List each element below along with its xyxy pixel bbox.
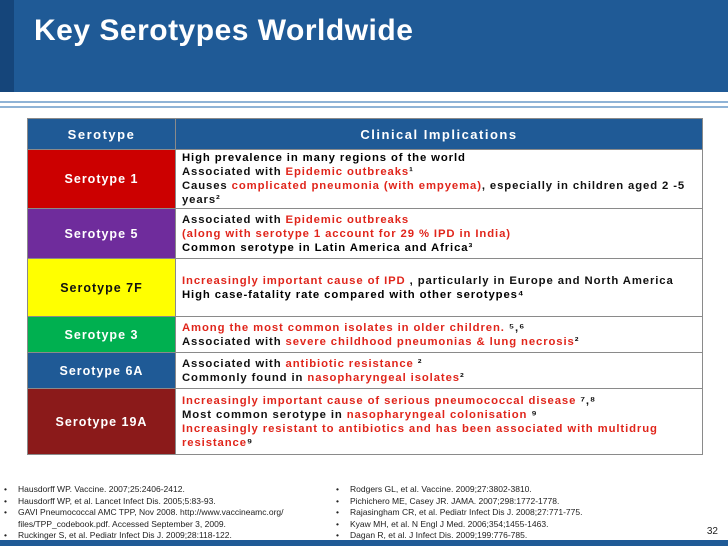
header-implications: Clinical Implications	[176, 119, 703, 150]
implications-cell	[176, 353, 703, 389]
table-row	[28, 209, 703, 259]
reference-item: • Hausdorff WP. Vaccine. 2007;25:2406-2412.	[4, 484, 334, 496]
implication-line: Common serotype in Latin America and Africa³	[182, 241, 474, 254]
serotype-cell: Serotype 19A	[28, 389, 176, 455]
divider-bottom	[0, 106, 728, 108]
serotype-cell: Serotype 3	[28, 317, 176, 353]
implication-line: Increasingly resistant to antibiotics and has been associated with multidrug resistance⁹	[182, 422, 658, 449]
table-header-row	[28, 119, 703, 150]
table-row	[28, 317, 703, 353]
implication-line: Increasingly important cause of serious pneumococcal disease ⁷,⁸	[182, 394, 597, 407]
implications-cell	[176, 259, 703, 317]
table-row	[28, 259, 703, 317]
reference-item: • Kyaw MH, et al. N Engl J Med. 2006;354;1455-1463.	[336, 519, 696, 531]
implication-line: Associated with Epidemic outbreaks	[182, 213, 410, 226]
reference-item: • GAVI Pneumococcal AMC TPP, Nov 2008. http://www.vaccineamc.org/ files/TPP_codebook.pdf. Accessed September 3, 2009.	[4, 507, 334, 530]
implication-line: Commonly found in nasopharyngeal isolates²	[182, 371, 465, 384]
bottom-bar	[0, 540, 728, 546]
implication-line: Associated with severe childhood pneumonias & lung necrosis²	[182, 335, 580, 348]
reference-item: • Rajasingham CR, et al. Pediatr Infect Dis J. 2008;27:771-775.	[336, 507, 696, 519]
implication-line: Associated with antibiotic resistance ²	[182, 357, 423, 370]
serotype-cell: Serotype 5	[28, 209, 176, 259]
implications-cell	[176, 209, 703, 259]
reference-item: • Pichichero ME, Casey JR. JAMA. 2007;298:1772-1778.	[336, 496, 696, 508]
serotype-cell: Serotype 6A	[28, 353, 176, 389]
implication-line: High prevalence in many regions of the world	[182, 152, 466, 164]
implication-line: Among the most common isolates in older children. ⁵,⁶	[182, 321, 526, 334]
title-bar	[0, 0, 728, 92]
reference-item: • Hausdorff WP, et al. Lancet Infect Dis. 2005;5:83-93.	[4, 496, 334, 508]
implication-line: (along with serotype 1 account for 29 % IPD in India)	[182, 227, 511, 240]
implication-line: High case-fatality rate compared with other serotypes⁴	[182, 288, 525, 301]
references-right	[336, 484, 696, 542]
table-row	[28, 389, 703, 455]
divider-top	[0, 101, 728, 103]
implication-line: Associated with Epidemic outbreaks¹	[182, 166, 414, 178]
implications-cell	[176, 317, 703, 353]
reference-item: • Ruckinger S, et al. Pediatr Infect Dis J. 2009;28:118-122.	[4, 530, 334, 542]
page-number: 32	[706, 526, 718, 537]
serotype-cell: Serotype 1	[28, 150, 176, 209]
title-bar-stripe	[0, 0, 14, 92]
implications-cell	[176, 389, 703, 455]
header-serotype: Serotype	[28, 119, 176, 150]
table-row	[28, 353, 703, 389]
table-row	[28, 150, 703, 209]
serotype-table	[27, 118, 703, 455]
implication-line: Causes complicated pneumonia (with empyema), especially in children aged 2 -5 years²	[182, 180, 686, 206]
implication-line: Increasingly important cause of IPD , particularly in Europe and North America	[182, 274, 674, 287]
reference-item: • Rodgers GL, et al. Vaccine. 2009;27:3802-3810.	[336, 484, 696, 496]
implication-line: Most common serotype in nasopharyngeal colonisation ⁹	[182, 408, 538, 421]
slide-title: Key Serotypes Worldwide	[34, 14, 414, 47]
reference-item: • Dagan R, et al. J Infect Dis. 2009;199:776-785.	[336, 530, 696, 542]
implications-cell	[176, 150, 703, 209]
serotype-cell: Serotype 7F	[28, 259, 176, 317]
references-left	[4, 484, 334, 542]
